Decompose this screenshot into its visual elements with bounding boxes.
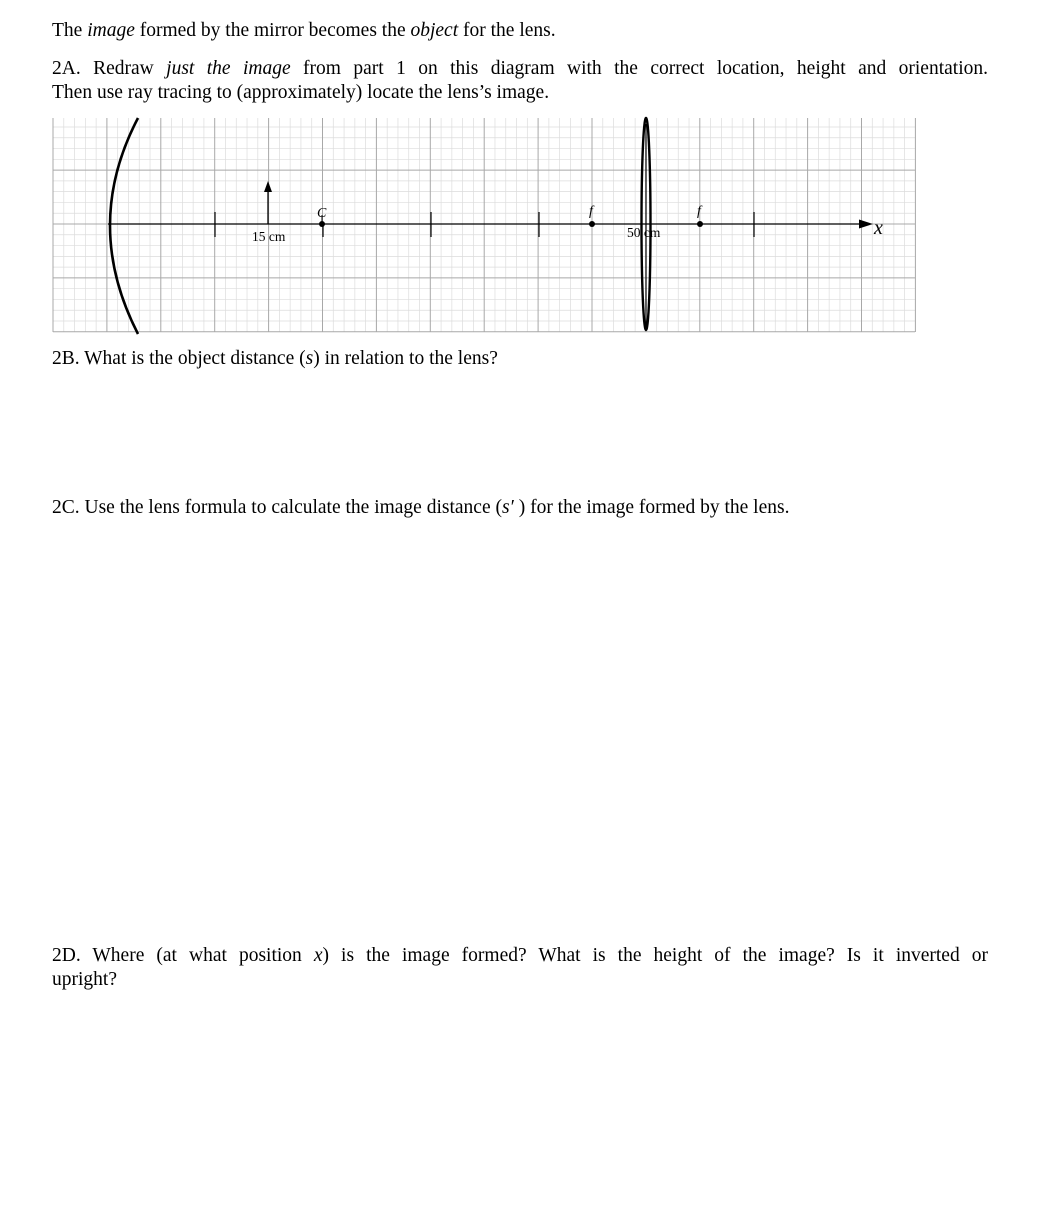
q2c-text-b: ) for the image formed by the lens. [513, 497, 790, 518]
q2c-text-a: 2C. Use the lens formula to calculate the image distance ( [52, 497, 502, 518]
focal-point-right [697, 221, 703, 227]
q2a-text-line2: Then use ray tracing to (approximately) locate the lens’s image. [52, 82, 550, 103]
focal-point-left [589, 221, 595, 227]
label-f-right: f [697, 204, 701, 219]
label-x-axis: x [874, 217, 883, 239]
concave-mirror [110, 118, 138, 334]
label-f-left: f [589, 204, 593, 219]
q2c-emphasis: s′ [501, 497, 514, 518]
intro-part2: formed by the mirror becomes the [134, 20, 411, 41]
question-2d-line2 [52, 968, 117, 992]
q2d-text-a: 2D. Where (at what position [52, 945, 314, 966]
q2d-emphasis: x [313, 945, 323, 966]
label-50cm: 50 cm [627, 225, 661, 240]
q2b-text-b: ) in relation to the lens? [313, 348, 498, 369]
question-2d-line1 [52, 944, 988, 968]
q2d-text-line2: upright? [52, 969, 117, 990]
question-2b [52, 347, 498, 371]
intro-part1: The [52, 20, 88, 41]
q2d-text-b: ) is the image formed? What is the height of the image? Is it inverted or [322, 945, 988, 966]
label-c: C [317, 206, 327, 221]
q2b-emphasis: s [305, 348, 314, 369]
label-15cm: 15 cm [252, 229, 286, 244]
intro-emphasis-object: object [410, 20, 459, 41]
axis-arrowhead [859, 220, 873, 229]
question-2c [52, 496, 789, 520]
q2a-text-b: from part 1 on this diagram with the correct location, height and orientation. [290, 58, 988, 79]
q2a-text-a: 2A. Redraw [52, 58, 167, 79]
q2b-text-a: 2B. What is the object distance ( [52, 348, 306, 369]
intro-part3: for the lens. [458, 20, 556, 41]
intro-emphasis-image: image [87, 20, 135, 41]
object-arrow-head [264, 181, 272, 192]
q2a-emphasis: just the image [166, 58, 291, 79]
